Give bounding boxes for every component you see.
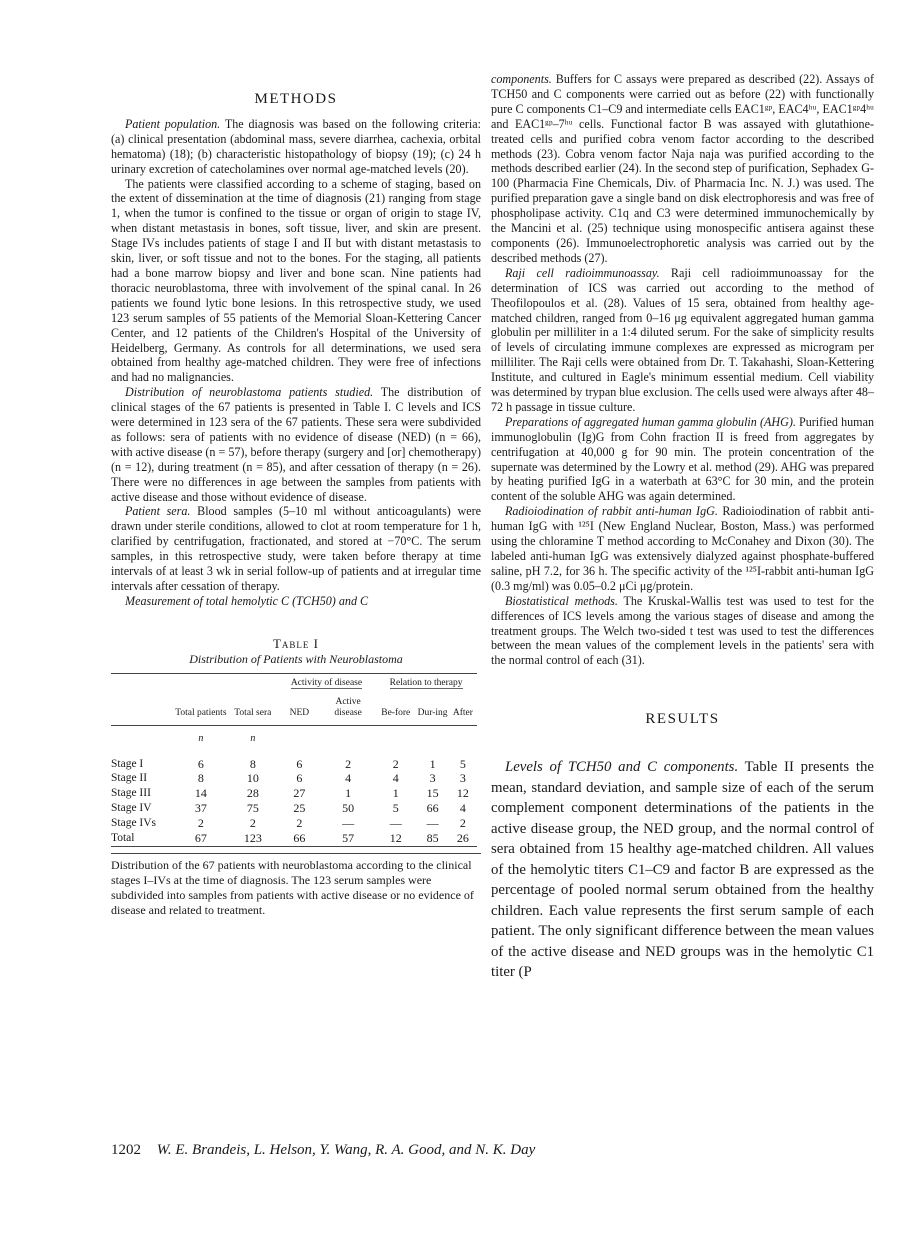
table-cell: 2	[392, 756, 399, 771]
table-cell: 12	[375, 831, 416, 846]
table-row	[111, 786, 477, 801]
table-row	[111, 771, 477, 786]
table-cell: 67	[174, 831, 228, 846]
table-cell: 50	[342, 801, 355, 816]
table-cell: 5	[392, 801, 399, 816]
table-cell: 3	[429, 771, 436, 786]
table-row	[111, 831, 477, 846]
row-label: Stage I	[111, 757, 144, 770]
table-cell: 66	[426, 801, 439, 816]
page-footer	[111, 1142, 871, 1159]
table-row	[111, 816, 477, 831]
col-header: After	[452, 707, 473, 718]
row-label: Stage IV	[111, 802, 152, 815]
col-header: Dur-ing	[417, 707, 448, 718]
paragraph-text: Blood samples (5–10 ml without anticoagulants) were drawn under sterile conditions, allowed to clot at room temperature for 1 h, clarified by centrifugation, fractionated, and stored at −70°C. The serum samples, in this retrospective study, were taken before therapy at time intervals of at least 3 wk in serial follow-up of patients and at irregular time intervals after cessation of therapy.	[111, 504, 481, 593]
methods-heading: METHODS	[254, 91, 338, 107]
n-mark: n	[174, 725, 228, 756]
runin-heading: Raji cell radioimmunoassay.	[505, 265, 660, 280]
row-label: Stage II	[111, 772, 148, 785]
table-row	[111, 801, 477, 816]
group-activity	[278, 673, 375, 689]
col-header: Total patients	[175, 707, 227, 718]
table-group-header	[111, 673, 477, 689]
table-cell: 8	[197, 771, 204, 786]
paragraph-text: Raji cell radioimmunoassay for the determination of ICS was carried out according to the method of Theofilopoulos et al. (28). Values of 15 sera, obtained from healthy age-matched children, ranged from 0–16 μg equivalent aggregated human gamma globulin per milliliter in a 1:4 diluted serum. For the sake of simplicity results of levels of circulating immune complexes are expressed as microgram per milliliter. The Raji cells were obtained from Dr. T. Takahashi, Sloan-Kettering Institute, and cultured in Eagle's minimum essential medium. Cell viability was determined by trypan blue exclusion. The cells used were always after 48–72 h passage in tissue culture.	[491, 265, 874, 414]
paragraph-results	[491, 757, 874, 983]
paragraph-biostatistics	[491, 594, 874, 669]
n-mark: n	[228, 725, 278, 756]
table-cell: 2	[459, 816, 466, 831]
table-cell: 75	[246, 801, 259, 816]
col-header: Active disease	[334, 696, 362, 718]
runin-heading: Measurement of total hemolytic C (TCH50) and C	[125, 593, 369, 608]
paragraph-text: Radioiodination of rabbit anti-human IgG with ¹²⁵I (New England Nuclear, Boston, Mass.) was performed using the chloramine T method according to McConahey and Dixon (30). The labeled anti-human IgG was extensively dialyzed against phosphate-buffered saline, pH 7.2, for 36 h. The specific activity of the ¹²⁵I-rabbit anti-human IgG (0.3 mg/ml) was 0.05–0.2 μCi μg/protein.	[491, 504, 874, 593]
paragraph-patient-population	[111, 117, 481, 177]
table-cell: 10	[246, 771, 259, 786]
row-label: Total	[111, 831, 174, 846]
table-cell: 15	[426, 786, 439, 801]
table-cell: 28	[246, 786, 259, 801]
col-header: NED	[289, 707, 310, 718]
table-cell: 26	[449, 831, 477, 846]
paragraph-text: The diagnosis was based on the following criteria: (a) clinical presentation (abdominal mass, severe diarrhea, cachexia, orbital hematoma) (18); (b) characteristic histopathology of biopsy (19); (c) 24 h urinary excretion of catecholamines over normal age-matched levels (20).	[111, 116, 481, 176]
paragraph-components	[491, 72, 874, 266]
paragraph-staging: The patients were classified according to a scheme of staging, based on the extent of dissemination at the time of diagnosis (21) ranging from stage 1, when the tumor is confined to the tissue or organ of origin to stage IV, when distant metastasis in bones, soft tissue, liver, and skin are present. Stage IVs includes patients of stage I and II but with distant metastasis to skin, liver, or soft tissue and not to the bones. For the staging, all patients had a bone marrow biopsy and liver and bone scan. Nine patients had thoracic neuroblastoma, three with involvement of the spinal canal. In 26 patients we found lytic bone lesions. In this retrospective study, we used 123 serum samples of 55 patients of the Memorial Sloan-Kettering Cancer Center, and 12 patients of the Children's Hospital of the University of Heidelberg, Germany. As controls for all determinations, we used sera obtained from healthy age-matched children. They were free of infections and had no malignancies.	[111, 176, 481, 385]
runin-heading: Radioiodination of rabbit anti-human IgG.	[505, 504, 718, 519]
table-cell: 2	[345, 756, 352, 771]
author-line: W. E. Brandeis, L. Helson, Y. Wang, R. A. Good, and N. K. Day	[156, 1142, 536, 1158]
table-cell: —	[389, 816, 402, 831]
runin-heading: Patient sera.	[125, 504, 191, 519]
left-column	[111, 92, 481, 918]
table-cell: —	[426, 816, 439, 831]
table-cell: 6	[197, 756, 204, 771]
row-label: Stage III	[111, 787, 151, 800]
table-cell: 2	[197, 816, 204, 831]
table-cell: 57	[321, 831, 375, 846]
table-cell: 6	[296, 771, 303, 786]
runin-heading: Preparations of aggregated human gamma globulin (AHG).	[505, 414, 796, 429]
group-relation	[375, 673, 477, 689]
table-n-header	[111, 725, 477, 756]
paragraph-ahg	[491, 415, 874, 504]
distribution-table	[111, 673, 477, 847]
col-header: Total sera	[234, 707, 272, 718]
paragraph-text: Purified human immunoglobulin (Ig)G from Cohn fraction II is freed from aggregates by centrifugation at 40,000 g for 90 min. The protein concentration of the supernate was determined by the Lowry et al. method (29). AHG was prepared by heating purified IgG in a waterbath at 63°C for 30 min, and the protein content of the soluble AHG was again determined.	[491, 414, 874, 504]
table-cell: 66	[278, 831, 321, 846]
row-label: Stage IVs	[111, 817, 157, 830]
right-column	[491, 72, 874, 983]
table-cell: 27	[293, 786, 306, 801]
table-caption: Distribution of Patients with Neuroblastoma	[189, 651, 403, 666]
runin-heading: Levels of TCH50 and C components.	[505, 759, 739, 776]
table-cell: 5	[459, 756, 466, 771]
table-cell: 123	[228, 831, 278, 846]
runin-heading: components.	[491, 72, 552, 86]
table-column-header	[111, 689, 477, 726]
table-cell: 14	[194, 786, 207, 801]
table-cell: 4	[459, 801, 466, 816]
page-number: 1202	[111, 1142, 141, 1158]
table-cell: 12	[456, 786, 469, 801]
table-cell: 6	[296, 756, 303, 771]
table-cell: —	[342, 816, 355, 831]
paragraph-text: The distribution of clinical stages of the 67 patients is presented in Table I. C levels and ICS were determined in 123 sera of the 67 patients. These sera were subdivided as follows: sera of patients with no evidence of disease (NED) (n = 66), with active disease (n = 57), before therapy (surgery and [or] chemotherapy) (n = 12), during treatment (n = 85), and after cessation of therapy (n = 26). There were no differences in age between the samples from patients with active disease and those without evidence of disease.	[111, 385, 481, 504]
paragraph-text: The Kruskal-Wallis test was used to test for the differences of ICS levels among the various stages of disease and among the treatment groups. The Welch two-sided t test was used to test the differences between the mean values of the complement levels in the patients' sera with the normal control of each (31).	[491, 593, 875, 668]
table-title: Table I	[272, 635, 320, 651]
paragraph-raji	[491, 266, 874, 415]
table-row	[111, 757, 477, 772]
table-cell: 85	[416, 831, 448, 846]
table-cell: 8	[249, 756, 256, 771]
table-cell: 25	[293, 801, 306, 816]
table-cell: 1	[345, 786, 352, 801]
table-cell: 4	[392, 771, 399, 786]
runin-heading: Distribution of neuroblastoma patients studied.	[125, 385, 374, 400]
paragraph-radioiodination	[491, 504, 874, 593]
table-cell: 3	[459, 771, 466, 786]
table-footnote: Distribution of the 67 patients with neuroblastoma according to the clinical stages I–IVs at the time of diagnosis. The 123 serum samples were subdivided into samples from patients with active disease or no evidence of disease and related to treatment.	[111, 853, 481, 918]
group-relation-label: Relation to therapy	[389, 677, 463, 688]
table-body	[111, 757, 477, 847]
table-cell: 1	[392, 786, 399, 801]
group-activity-label: Activity of disease	[290, 677, 363, 688]
paragraph-text: Buffers for C assays were prepared as described (22). Assays of TCH50 and C components were carried out as before (22) with functionally pure C components C1–C9 and intermediate cells EAC1ᵍᵖ, EAC4ʰᵘ, EAC1ᵍᵖ4ʰᵘ and EAC1ᵍᵖ–7ʰᵘ cells. Functional factor B was assayed with glutathione-treated cells and purified cobra venom factor according to the described methods (23). Cobra venom factor Naja naja was purified according to the methods described earlier (24). In the second step of purification, Sephadex G-100 (Pharmacia Fine Chemicals, Div. of Pharmacia Inc. N. J.) was used. The purified preparation gave a single band on disk electrophoresis and was free of phospholipase activity. C1q and C3 were determined immunochemically by the Mancini et al. (25) technique using monospecific antisera against these components (26). Immunoelectrophoretic analysis was carried out by the described methods (27).	[491, 72, 874, 265]
runin-heading: Patient population.	[125, 116, 221, 131]
table-cell: 4	[345, 771, 352, 786]
paragraph-measurement	[111, 594, 481, 609]
runin-heading: Biostatistical methods.	[505, 593, 618, 608]
paragraph-patient-sera	[111, 504, 481, 593]
table-cell: 2	[249, 816, 256, 831]
table-cell: 2	[296, 816, 303, 831]
col-header: Be-fore	[381, 707, 411, 718]
paragraph-distribution	[111, 385, 481, 504]
paragraph-text: Table II presents the mean, standard deviation, and sample size of each of the serum complement component determinations of the patients in the active disease group, the NED group, and the normal control of sera obtained from 15 healthy age-matched children. All values of the hemolytic titers C1–C9 and factor B are expressed as the percentage of pooled normal serum obtained from the healthy children. Each value represents the first serum sample of each patient. The only significant difference between the mean values of the active disease and NED groups was in the hemolytic C1 titer (P	[491, 759, 874, 981]
results-heading: RESULTS	[645, 711, 720, 728]
table-cell: 37	[194, 801, 207, 816]
table-cell: 1	[429, 756, 436, 771]
